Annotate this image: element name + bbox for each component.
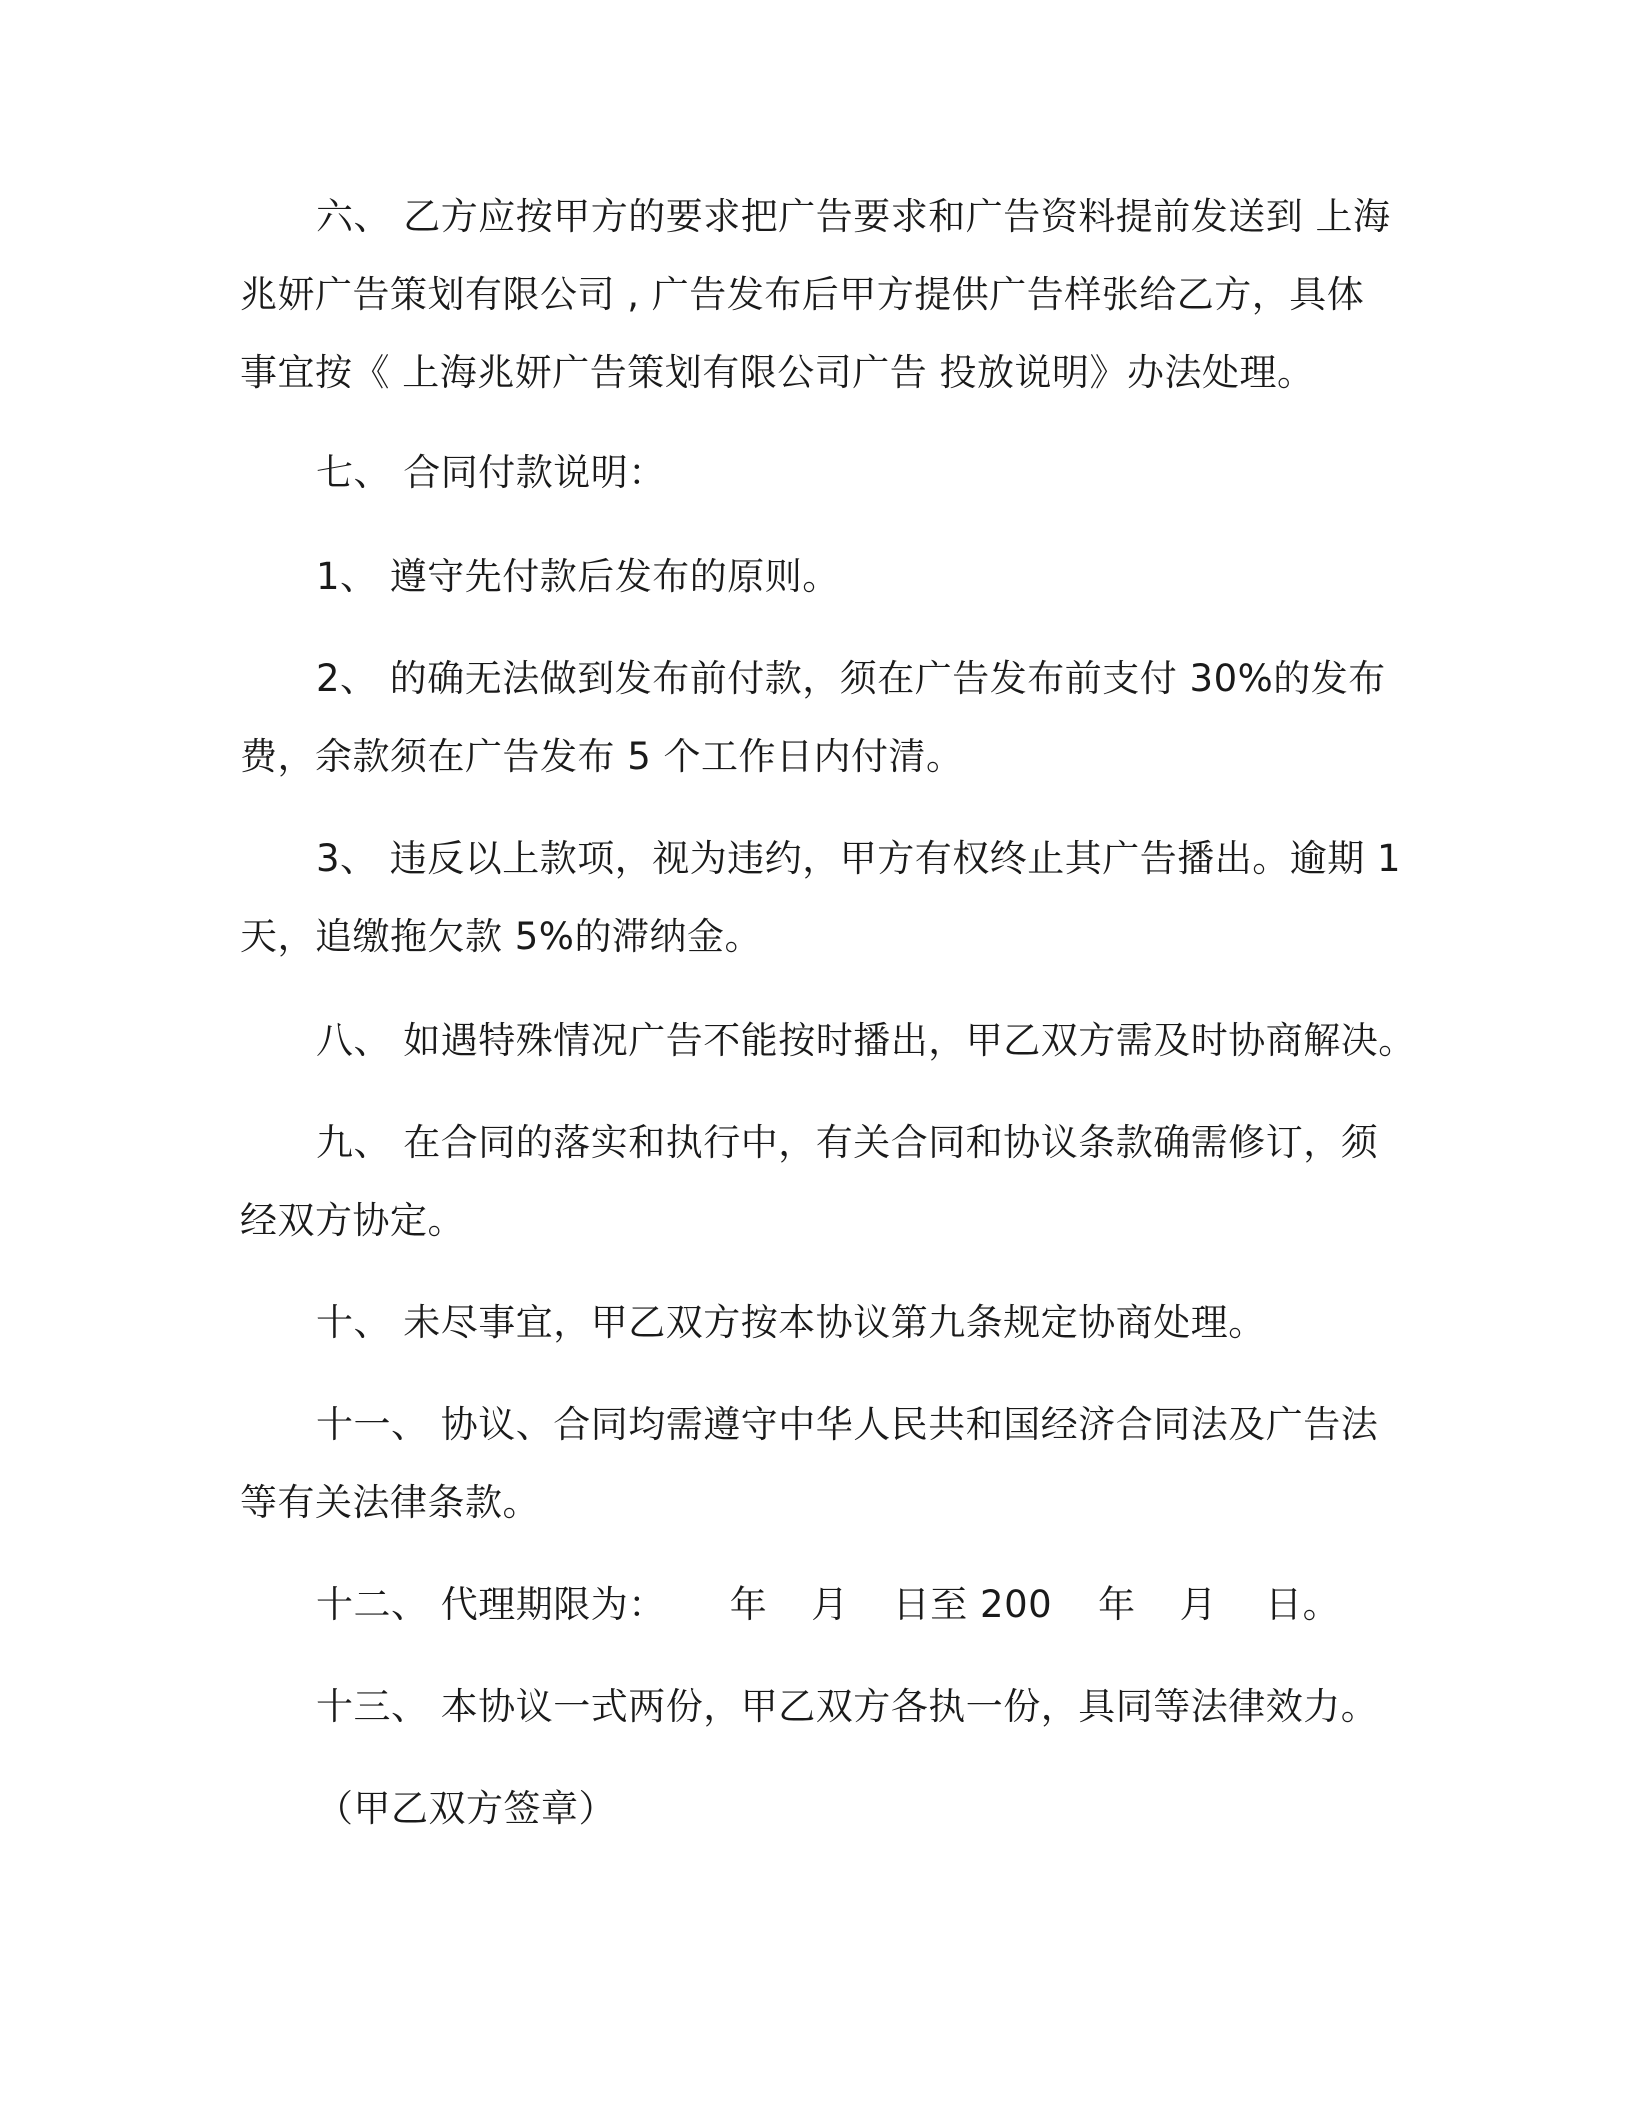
clause-9-line-2: 经双方协定。 — [240, 1199, 465, 1242]
start-year-label: 年 — [729, 1583, 768, 1626]
agency-term-label: 十二、 代理期限为： — [316, 1583, 666, 1626]
item-3-line-2: 天，追缴拖欠款 5%的滞纳金。 — [240, 915, 762, 958]
clause-8 — [240, 1002, 1466, 1080]
item-2-line-2: 费，余款须在广告发布 5 个工作日内付清。 — [240, 735, 964, 778]
clause-6-line-3: 事宜按《 上海兆妍广告策划有限公司广告 投放说明》办法处理。 — [240, 351, 1315, 394]
clause-11-line-1: 十一、 协议、合同均需遵守中华人民共和国经济合同法及广告法 — [316, 1403, 1379, 1446]
clause-8-line-1: 八、 如遇特殊情况广告不能按时播出，甲乙双方需及时协商解决。 — [316, 1019, 1416, 1062]
item-2-line-1: 2、 的确无法做到发布前付款，须在广告发布前支付 30%的发布 — [316, 657, 1386, 700]
clause-12-line-1 — [316, 1566, 1466, 1644]
clause-6 — [240, 178, 1390, 412]
clause-11 — [240, 1386, 1390, 1542]
clause-6-line-1: 六、 乙方应按甲方的要求把广告要求和广告资料提前发送到 上海 — [316, 195, 1391, 238]
clause-12 — [240, 1566, 1466, 1644]
clause-13 — [240, 1668, 1466, 1746]
clause-7-item-2 — [240, 640, 1390, 796]
signature-block — [316, 1770, 1466, 1848]
clause-10-line-1: 十、 未尽事宜，甲乙双方按本协议第九条规定协商处理。 — [316, 1301, 1266, 1344]
clause-7-line-1: 七、 合同付款说明： — [316, 451, 666, 494]
clause-6-line-2: 兆妍广告策划有限公司 , 广告发布后甲方提供广告样张给乙方，具体 — [240, 273, 1365, 316]
clause-9-line-1: 九、 在合同的落实和执行中，有关合同和协议条款确需修订，须 — [316, 1121, 1379, 1164]
clause-11-line-2: 等有关法律条款。 — [240, 1481, 540, 1524]
clause-10 — [240, 1284, 1466, 1362]
clause-7-item-1 — [240, 538, 1466, 616]
start-day-label: 日至 200 — [892, 1583, 1053, 1626]
clause-13-line-1: 十三、 本协议一式两份，甲乙双方各执一份，具同等法律效力。 — [316, 1685, 1379, 1728]
clause-9 — [240, 1104, 1390, 1260]
clause-7-item-3 — [240, 820, 1402, 976]
item-1-line-1: 1、 遵守先付款后发布的原则。 — [316, 555, 840, 598]
start-month-label: 月 — [811, 1583, 849, 1626]
end-day-label: 日。 — [1265, 1583, 1341, 1626]
end-month-label: 月 — [1179, 1583, 1218, 1626]
item-3-line-1: 3、 违反以上款项，视为违约，甲方有权终止其广告播出。逾期 1 — [316, 837, 1402, 880]
signature-label: （甲乙双方签章） — [316, 1787, 616, 1830]
clause-7 — [240, 434, 1466, 512]
end-year-label: 年 — [1098, 1583, 1136, 1626]
